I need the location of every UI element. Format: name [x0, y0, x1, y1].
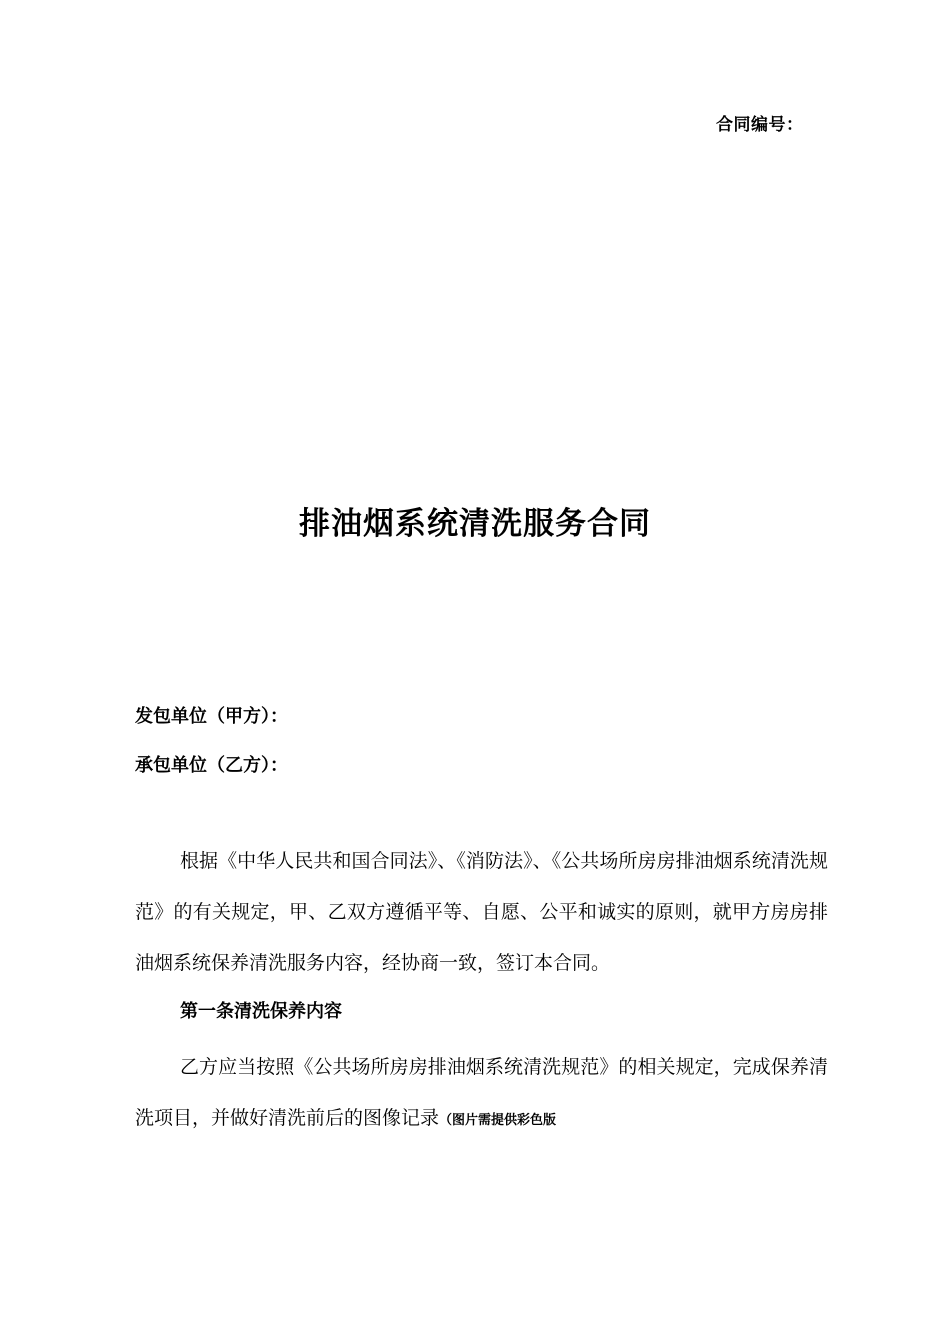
article-1-heading: 第一条清洗保养内容 — [180, 1001, 342, 1022]
article-1-text: 乙方应当按照《公共场所房房排油烟系统清洗规范》的相关规定，完成保养清洗项目，并做好清洗前后的图像记录 — [135, 1056, 828, 1129]
article-1-note: （图片需提供彩色版 — [439, 1113, 557, 1128]
party-a-label: 发包单位（甲方）： — [135, 706, 288, 727]
party-b-label: 承包单位（乙方）： — [135, 755, 288, 776]
document-title: 排油烟系统清洗服务合同 — [299, 506, 651, 542]
article-1-paragraph — [135, 1042, 828, 1146]
intro-paragraph: 根据《中华人民共和国合同法》、《消防法》、《公共场所房房排油烟系统清洗规范》的有关规定，甲、乙双方遵循平等、自愿、公平和诚实的原则，就甲方房房排油烟系统保养清洗服务内容，经协商一致，签订本合同。 — [135, 850, 828, 974]
contract-number-label: 合同编号： — [716, 115, 804, 135]
